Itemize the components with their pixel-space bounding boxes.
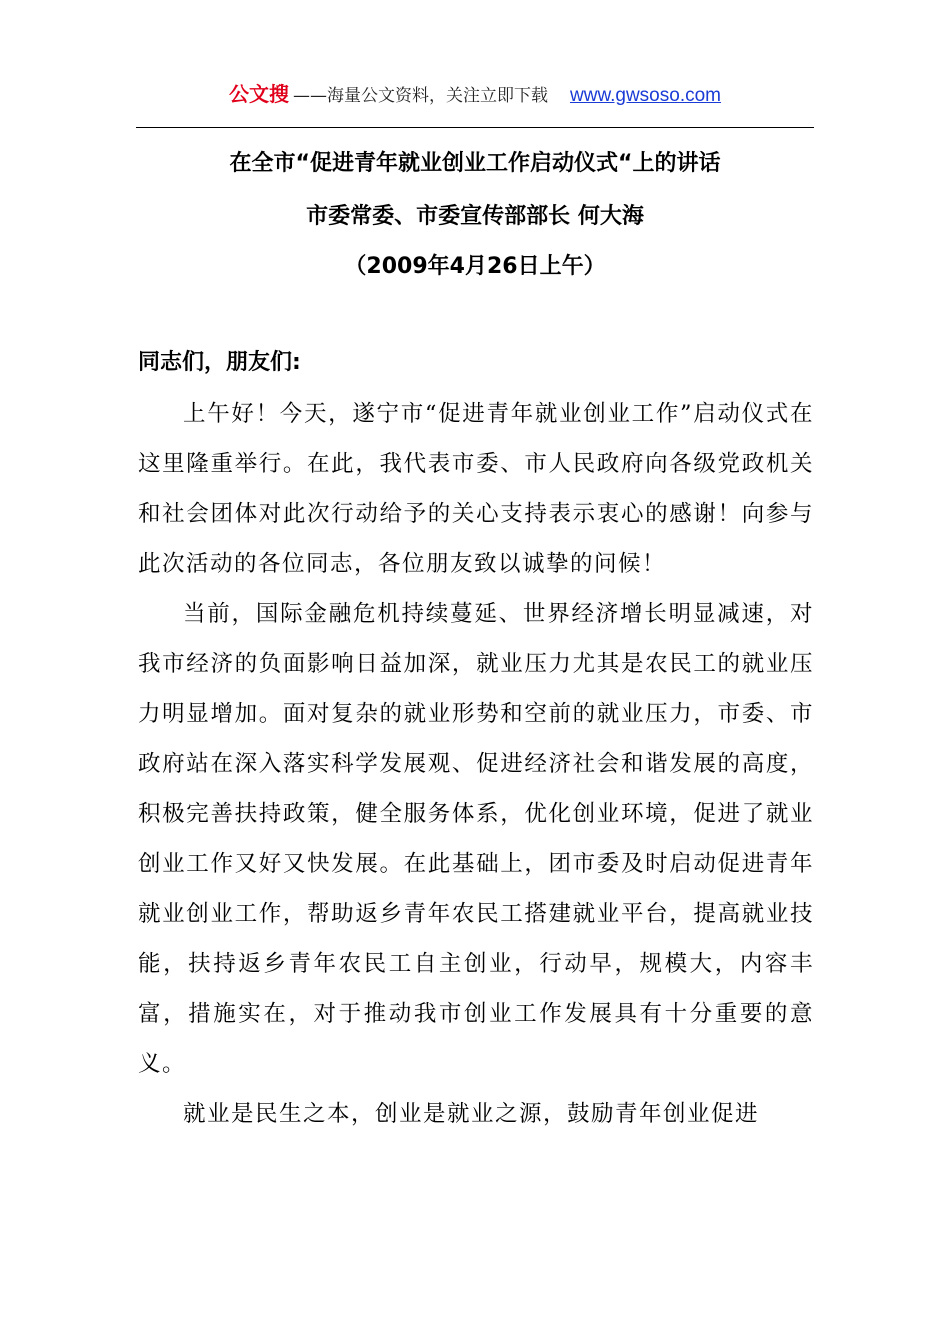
speech-body bbox=[138, 389, 814, 1139]
header-divider bbox=[136, 127, 814, 128]
salutation: 同志们，朋友们: bbox=[138, 350, 301, 375]
date-line: （2009年4月26日上午） bbox=[344, 254, 606, 279]
brand-logo-text: 公文搜 bbox=[229, 82, 289, 106]
site-link[interactable]: www.gwsoso.com bbox=[570, 85, 721, 106]
page-header bbox=[136, 78, 814, 118]
speaker-line: 市委常委、市委宣传部部长 何大海 bbox=[306, 204, 644, 229]
paragraph-3: 就业是民生之本，创业是就业之源，鼓励青年创业促进 bbox=[183, 1101, 760, 1127]
document-title: 在全市“促进青年就业创业工作启动仪式“上的讲话 bbox=[229, 151, 721, 176]
paragraph-1: 上午好！今天，遂宁市“促进青年就业创业工作”启动仪式在这里隆重举行。在此，我代表市委、市人民政府向各级党政机关和社会团体对此次行动给予的关心支持表示衷心的感谢！向参与此次活动的各位同志，各位朋友致以诚挚的问候！ bbox=[138, 401, 814, 577]
paragraph-2: 当前，国际金融危机持续蔓延、世界经济增长明显减速，对我市经济的负面影响日益加深，就业压力尤其是农民工的就业压力明显增加。面对复杂的就业形势和空前的就业压力，市委、市政府站在深入落实科学发展观、促进经济社会和谐发展的高度，积极完善扶持政策，健全服务体系，优化创业环境，促进了就业创业工作又好又快发展。在此基础上，团市委及时启动促进青年就业创业工作，帮助返乡青年农民工搭建就业平台，提高就业技能，扶持返乡青年农民工自主创业，行动早，规模大，内容丰富，措施实在，对于推动我市创业工作发展具有十分重要的意义。 bbox=[138, 601, 814, 1077]
header-tagline: ——海量公文资料，关注立即下载 bbox=[293, 86, 548, 106]
